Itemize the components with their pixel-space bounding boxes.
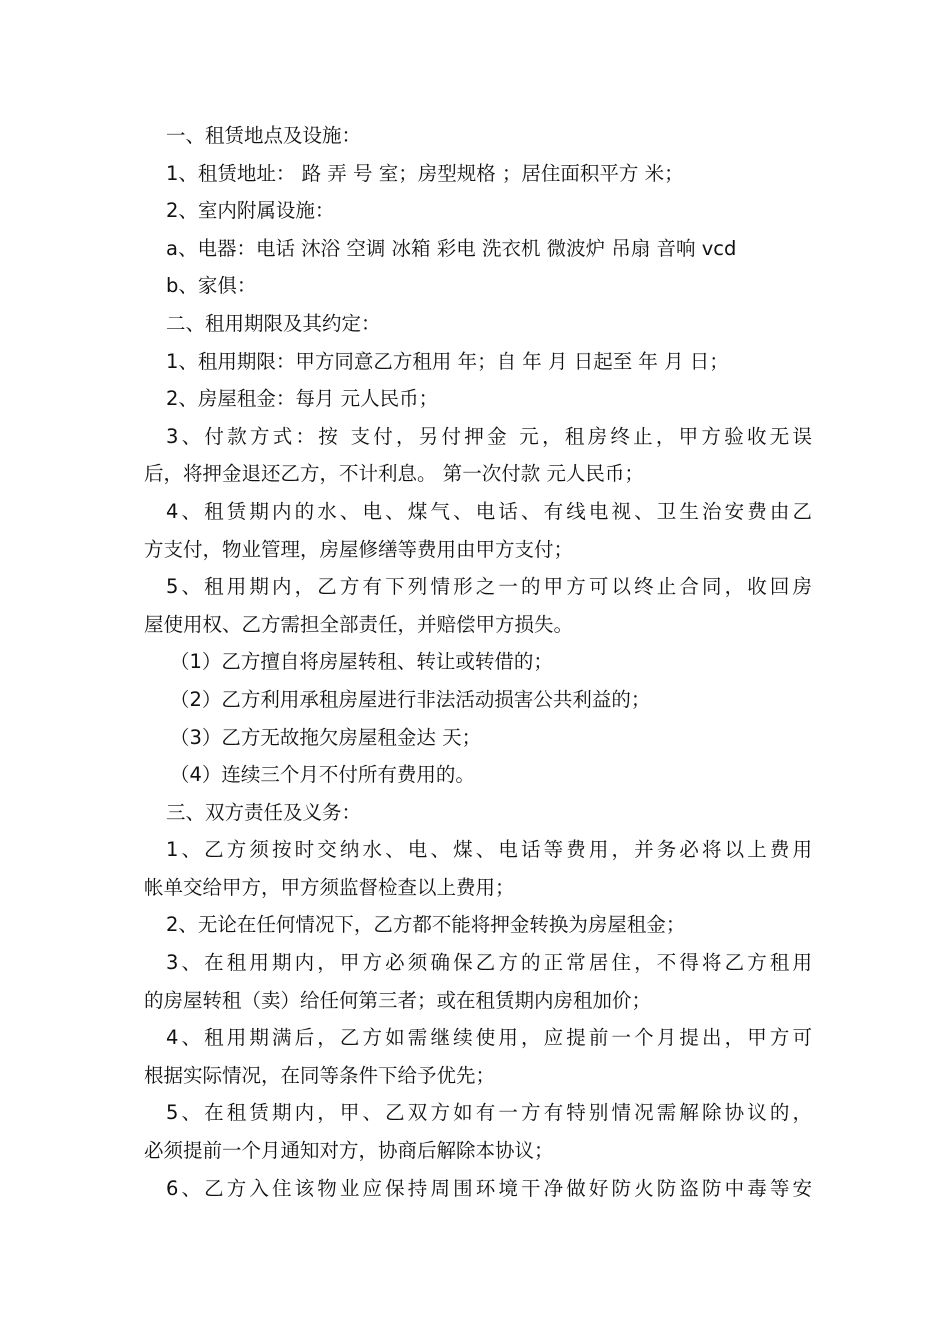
clause-line: 4、租赁期内的水、电、煤气、电话、有线电视、卫生治安费由乙 bbox=[166, 499, 812, 523]
clause-line: 1、租用期限：甲方同意乙方租用 年；自 年 月 日起至 年 月 日； bbox=[166, 349, 729, 373]
clause-line: 5、在租赁期内，甲、乙双方如有一方有特别情况需解除协议的， bbox=[166, 1101, 812, 1125]
sub-clause-line: （3）乙方无故拖欠房屋租金达 天； bbox=[170, 725, 482, 749]
section-heading: 一、租赁地点及设施： bbox=[166, 124, 362, 147]
clause-line: 4、租用期满后，乙方如需继续使用，应提前一个月提出，甲方可 bbox=[166, 1026, 812, 1050]
sub-clause-line: （1）乙方擅自将房屋转租、转让或转借的； bbox=[170, 650, 553, 674]
clause-line: a、电器：电话 沐浴 空调 冰箱 彩电 洗衣机 微波炉 吊扇 音响 vcd bbox=[166, 236, 737, 260]
clause-line: 根据实际情况，在同等条件下给予优先； bbox=[144, 1063, 496, 1087]
clause-line: 屋使用权、乙方需担全部责任，并赔偿甲方损失。 bbox=[144, 612, 574, 636]
clause-line: 必须提前一个月通知对方，协商后解除本协议； bbox=[144, 1139, 554, 1163]
clause-line: 6、乙方入住该物业应保持周围环境干净做好防火防盗防中毒等安 bbox=[166, 1176, 812, 1200]
clause-line: 2、室内附属设施： bbox=[166, 199, 335, 223]
sub-clause-line: （2）乙方利用承租房屋进行非法活动损害公共利益的； bbox=[170, 687, 651, 711]
section-heading: 二、租用期限及其约定： bbox=[166, 311, 381, 335]
clause-line: 3、付款方式：按 支付，另付押金 元，租房终止，甲方验收无误 bbox=[166, 424, 812, 448]
section-heading: 三、双方责任及义务： bbox=[166, 800, 362, 824]
sub-clause-line: （4）连续三个月不付所有费用的。 bbox=[170, 763, 475, 787]
clause-line: 1、乙方须按时交纳水、电、煤、电话等费用，并务必将以上费用 bbox=[166, 838, 812, 862]
clause-line: 的房屋转租（卖）给任何第三者；或在租赁期内房租加价； bbox=[144, 988, 652, 1012]
contract-text bbox=[144, 117, 812, 1207]
clause-line: 3、在租用期内，甲方必须确保乙方的正常居住，不得将乙方租用 bbox=[166, 951, 812, 975]
clause-line: 5、租用期内，乙方有下列情形之一的甲方可以终止合同，收回房 bbox=[166, 575, 812, 599]
clause-line: 帐单交给甲方，甲方须监督检查以上费用； bbox=[144, 875, 515, 899]
clause-line: 2、无论在任何情况下，乙方都不能将押金转换为房屋租金； bbox=[166, 913, 686, 937]
clause-line: b、家俱： bbox=[166, 274, 257, 298]
clause-line: 后，将押金退还乙方，不计利息。 第一次付款 元人民币； bbox=[144, 462, 644, 486]
clause-line: 2、房屋租金：每月 元人民币； bbox=[166, 387, 439, 411]
clause-line: 1、租赁地址： 路 弄 号 室；房型规格 ；居住面积平方 米； bbox=[166, 161, 684, 185]
clause-line: 方支付，物业管理，房屋修缮等费用由甲方支付； bbox=[144, 537, 574, 561]
